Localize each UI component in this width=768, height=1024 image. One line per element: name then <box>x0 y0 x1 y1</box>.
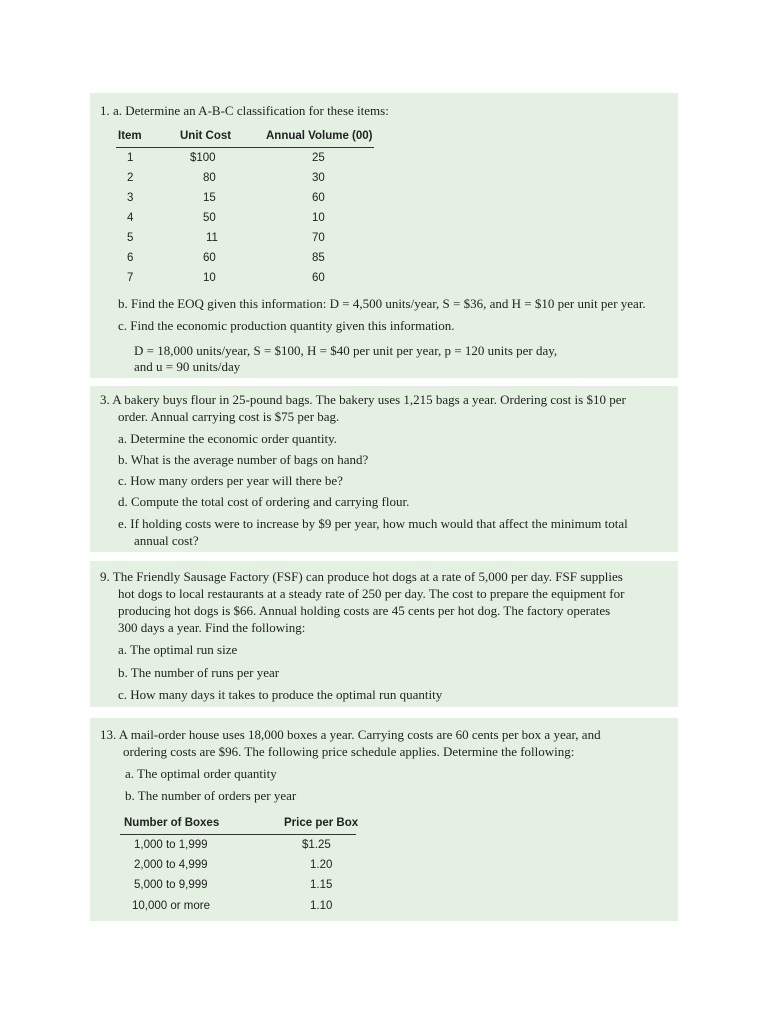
unit-cost-cell: 15 <box>203 192 216 204</box>
box-range-cell: 10,000 or more <box>132 900 210 912</box>
unit-cost-cell: 11 <box>206 232 218 244</box>
problem-3d-text: d. Compute the total cost of ordering and carrying flour. <box>118 494 410 509</box>
table-header-unit-cost: Unit Cost <box>180 130 232 142</box>
item-cell: 3 <box>127 192 134 204</box>
volume-cell: 25 <box>312 152 325 164</box>
problem-3-stem-line2: order. Annual carrying cost is $75 per bag. <box>118 409 340 424</box>
volume-cell: 60 <box>312 192 325 204</box>
problem-9c-text: c. How many days it takes to produce the optimal run quantity <box>118 687 443 702</box>
problem-1b-text: b. Find the EOQ given this information: D = 4,500 units/year, S = $36, and H = $10 per unit per year. <box>118 296 646 311</box>
unit-cost-cell: 50 <box>203 212 216 224</box>
box-range-cell: 2,000 to 4,999 <box>134 859 208 871</box>
problem-9-stem-line1: 9. The Friendly Sausage Factory (FSF) can produce hot dogs at a rate of 5,000 per day. FSF supplies <box>100 569 623 584</box>
table-header-item: Item <box>118 130 142 142</box>
problem-9b-text: b. The number of runs per year <box>118 665 280 680</box>
problem-13-stem-line2: ordering costs are $96. The following price schedule applies. Determine the following: <box>123 744 575 759</box>
item-cell: 1 <box>127 152 134 164</box>
price-cell: 1.15 <box>310 879 333 891</box>
table-header-rule <box>116 147 374 148</box>
volume-cell: 10 <box>312 212 325 224</box>
problem-3b-text: b. What is the average number of bags on hand? <box>118 452 369 467</box>
item-cell: 5 <box>127 232 134 244</box>
problem-13a-text: a. The optimal order quantity <box>125 766 277 781</box>
problem-9-stem-line3: producing hot dogs is $66. Annual holding costs are 45 cents per hot dog. The factory operates <box>118 603 611 618</box>
problem-1-card <box>90 93 678 378</box>
volume-cell: 70 <box>312 232 325 244</box>
box-range-cell: 1,000 to 1,999 <box>134 839 208 851</box>
problem-3e-continued: annual cost? <box>134 533 199 548</box>
item-cell: 2 <box>127 172 134 184</box>
problem-3e-text: e. If holding costs were to increase by $9 per year, how much would that affect the minimum total <box>118 516 628 531</box>
problem-9-stem-line4: 300 days a year. Find the following: <box>118 620 306 635</box>
problem-3c-text: c. How many orders per year will there be? <box>118 473 343 488</box>
problem-3-card <box>90 386 678 552</box>
price-cell: $1.25 <box>302 839 331 851</box>
unit-cost-cell: $100 <box>190 152 216 164</box>
problem-9a-text: a. The optimal run size <box>118 642 238 657</box>
problem-1c-givens-line1: D = 18,000 units/year, S = $100, H = $40 per unit per year, p = 120 units per day, <box>134 343 558 358</box>
problem-3-stem-line1: 3. A bakery buys flour in 25-pound bags. The bakery uses 1,215 bags a year. Ordering cost is $10 per <box>100 392 626 407</box>
unit-cost-cell: 10 <box>203 272 216 284</box>
price-table-header-rule <box>120 834 356 835</box>
problem-13b-text: b. The number of orders per year <box>125 788 297 803</box>
problem-1c-text: c. Find the economic production quantity given this information. <box>118 318 455 333</box>
problem-1c-givens-line2: and u = 90 units/day <box>134 359 241 374</box>
volume-cell: 30 <box>312 172 325 184</box>
unit-cost-cell: 80 <box>203 172 216 184</box>
problem-9-stem-line2: hot dogs to local restaurants at a steady rate of 250 per day. The cost to prepare the equipment for <box>118 586 625 601</box>
volume-cell: 60 <box>312 272 325 284</box>
table-header-price-per-box: Price per Box <box>284 817 359 829</box>
problem-13-card <box>90 718 678 921</box>
price-cell: 1.20 <box>310 859 333 871</box>
price-cell: 1.10 <box>310 900 333 912</box>
problem-9-card <box>90 561 678 707</box>
problem-3a-text: a. Determine the economic order quantity. <box>118 431 337 446</box>
problem-1a-text: 1. a. Determine an A-B-C classification for these items: <box>100 103 389 118</box>
item-cell: 6 <box>127 252 134 264</box>
unit-cost-cell: 60 <box>203 252 216 264</box>
box-range-cell: 5,000 to 9,999 <box>134 879 208 891</box>
item-cell: 7 <box>127 272 134 284</box>
item-cell: 4 <box>127 212 134 224</box>
volume-cell: 85 <box>312 252 325 264</box>
table-header-number-of-boxes: Number of Boxes <box>124 817 220 829</box>
table-header-annual-volume: Annual Volume (00) <box>266 130 373 142</box>
problem-13-stem-line1: 13. A mail-order house uses 18,000 boxes a year. Carrying costs are 60 cents per box a year, and <box>100 727 601 742</box>
